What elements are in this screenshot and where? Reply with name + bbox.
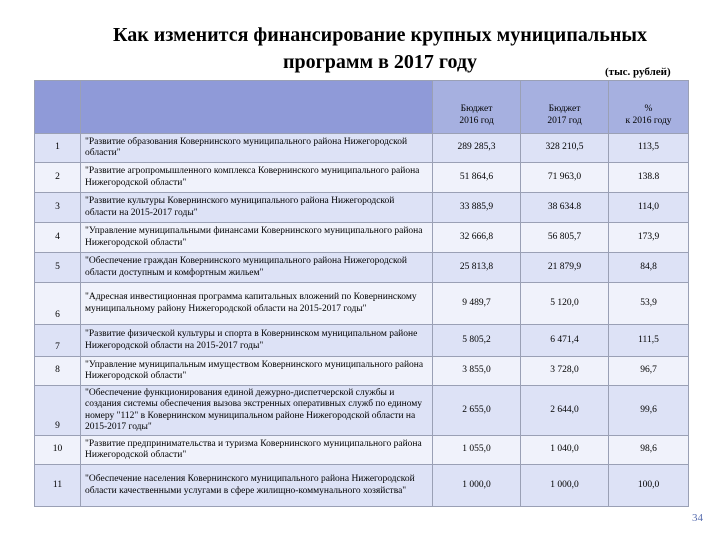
- program-name: "Обеспечение граждан Ковернинского муниципального района Нижегородской области доступным и комфортным жильем": [81, 253, 433, 283]
- table-row: [35, 357, 689, 386]
- row-index: 3: [35, 193, 81, 223]
- program-name: "Развитие предпринимательства и туризма Ковернинского муниципального района Нижегородской области": [81, 436, 433, 465]
- percent-change-value: 113,5: [609, 134, 689, 163]
- row-index: 5: [35, 253, 81, 283]
- header-budget-2016: Бюджет 2016 год: [433, 81, 521, 134]
- header-index-cell: [35, 81, 81, 134]
- table-row: [35, 223, 689, 253]
- program-name: "Управление муниципальным имуществом Ковернинского муниципального района Нижегородской области": [81, 357, 433, 386]
- table-row: [35, 163, 689, 193]
- program-name: "Развитие культуры Ковернинского муниципального района Нижегородской области на 2015-2017 годы": [81, 193, 433, 223]
- percent-change-value: 96,7: [609, 357, 689, 386]
- budget-2017-value: 5 120,0: [521, 283, 609, 325]
- budget-2016-value: 33 885,9: [433, 193, 521, 223]
- budget-2016-value: 51 864,6: [433, 163, 521, 193]
- row-index: 7: [35, 325, 81, 357]
- budget-2016-value: 289 285,3: [433, 134, 521, 163]
- budget-2016-value: 2 655,0: [433, 386, 521, 436]
- row-index: 6: [35, 283, 81, 325]
- percent-change-value: 99,6: [609, 386, 689, 436]
- row-index: 1: [35, 134, 81, 163]
- table-header-row: [35, 81, 689, 134]
- funding-table: [34, 80, 689, 507]
- row-index: 9: [35, 386, 81, 436]
- budget-2017-value: 328 210,5: [521, 134, 609, 163]
- percent-change-value: 84,8: [609, 253, 689, 283]
- budget-2017-value: 21 879,9: [521, 253, 609, 283]
- table-row: [35, 134, 689, 163]
- budget-2017-value: 2 644,0: [521, 386, 609, 436]
- percent-change-value: 111,5: [609, 325, 689, 357]
- table-row: [35, 325, 689, 357]
- header-name-cell: [81, 81, 433, 134]
- row-index: 8: [35, 357, 81, 386]
- program-name: "Управление муниципальными финансами Ковернинского муниципального района Нижегородской области": [81, 223, 433, 253]
- budget-2016-value: 32 666,8: [433, 223, 521, 253]
- budget-2017-value: 38 634.8: [521, 193, 609, 223]
- budget-2016-value: 25 813,8: [433, 253, 521, 283]
- units-label: (тыс. рублей): [605, 66, 671, 78]
- budget-2016-value: 9 489,7: [433, 283, 521, 325]
- percent-change-value: 98,6: [609, 436, 689, 465]
- budget-2016-value: 1 000,0: [433, 465, 521, 507]
- table-row: [35, 436, 689, 465]
- row-index: 4: [35, 223, 81, 253]
- budget-2016-value: 1 055,0: [433, 436, 521, 465]
- budget-2017-value: 1 000,0: [521, 465, 609, 507]
- budget-2016-value: 5 805,2: [433, 325, 521, 357]
- program-name: "Обеспечение функционирования единой дежурно-диспетчерской службы и создания системы обеспечения вызова экстренных оперативных служб по единому номеру "112" в Ковернинском муниципальном районе Нижегородской области на 2015-2017 годы": [81, 386, 433, 436]
- budget-2017-value: 56 805,7: [521, 223, 609, 253]
- table-row: [35, 386, 689, 436]
- budget-2017-value: 1 040,0: [521, 436, 609, 465]
- budget-2017-value: 3 728,0: [521, 357, 609, 386]
- row-index: 11: [35, 465, 81, 507]
- table-row: [35, 465, 689, 507]
- header-percent: % к 2016 году: [609, 81, 689, 134]
- program-name: "Развитие агропромышленного комплекса Ковернинского муниципального района Нижегородской области": [81, 163, 433, 193]
- page-title: Как изменится финансирование крупных муниципальных программ в 2017 году: [113, 24, 647, 73]
- program-name: "Развитие физической культуры и спорта в Ковернинском муниципальном районе Нижегородской области на 2015-2017 годы": [81, 325, 433, 357]
- table-row: [35, 193, 689, 223]
- row-index: 2: [35, 163, 81, 193]
- percent-change-value: 53,9: [609, 283, 689, 325]
- percent-change-value: 173,9: [609, 223, 689, 253]
- budget-2017-value: 71 963,0: [521, 163, 609, 193]
- percent-change-value: 100,0: [609, 465, 689, 507]
- percent-change-value: 114,0: [609, 193, 689, 223]
- percent-change-value: 138.8: [609, 163, 689, 193]
- row-index: 10: [35, 436, 81, 465]
- budget-2016-value: 3 855,0: [433, 357, 521, 386]
- table-row: [35, 253, 689, 283]
- page-number: 34: [692, 512, 703, 524]
- program-name: "Обеспечение населения Ковернинского муниципального района Нижегородской области качественными услугами в сфере жилищно-коммунального хозяйства": [81, 465, 433, 507]
- header-budget-2017: Бюджет 2017 год: [521, 81, 609, 134]
- budget-2017-value: 6 471,4: [521, 325, 609, 357]
- program-name: "Адресная инвестиционная программа капитальных вложений по Ковернинскому муниципальному району Нижегородской области на 2015-2017 годы": [81, 283, 433, 325]
- program-name: "Развитие образования Ковернинского муниципального района Нижегородской области": [81, 134, 433, 163]
- table-row: [35, 283, 689, 325]
